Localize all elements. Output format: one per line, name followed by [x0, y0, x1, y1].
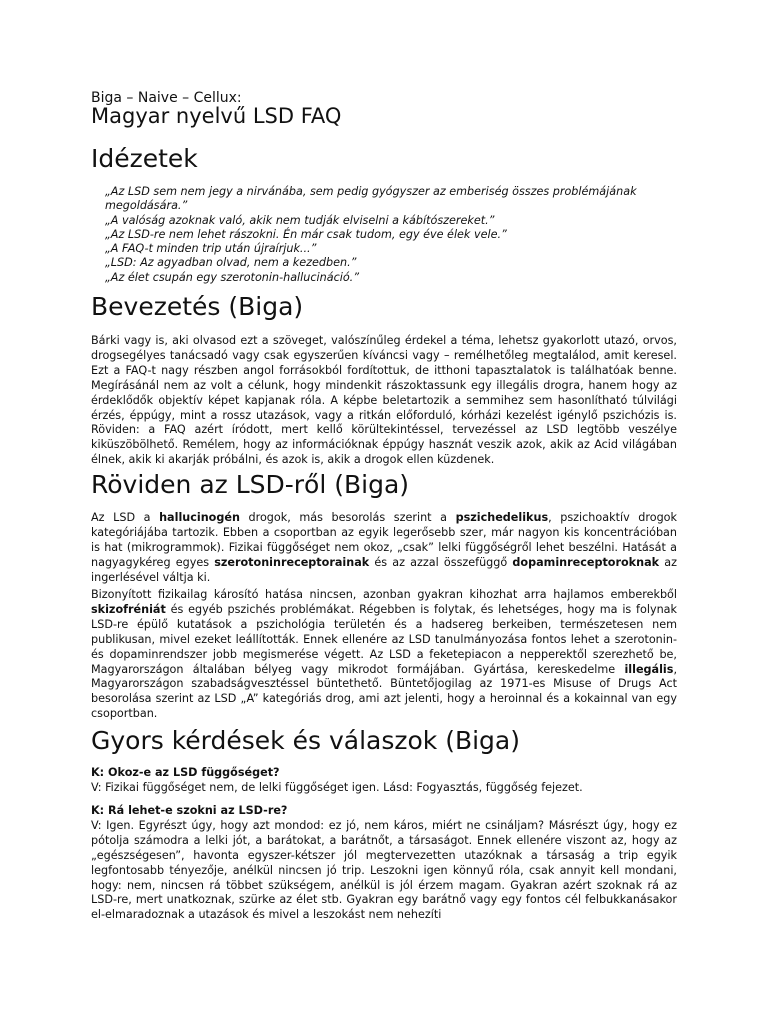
answer-text: V: Igen. Egyrészt úgy, hogy azt mondod: ez jó, nem káros, miért ne csináljam? Másrészt úgy, hogy ez pótolja számodra a lelki jót, a barátokat, a barátnőt, a társaságot. Ennek ellenére viszont az, hogy az „egészségesen”, havonta egyszer-kétszer jól megtervezetten utazóknak a társaság a trip egyik legfontosabb tényezője, anélkül nincsen jó trip. Leszokni igen könnyű róla, csak annyit kell mondani, hogy: nem, nincsen rá többet szükségem, anélkül is jól érzem magam. Gyakran azért szoknak rá az LSD-re, mert unatkoznak, szürke az élet stb. Gyakran egy barátnő vagy egy fontos cél felbukkanásakor el-elmaradoznak a utazások és mivel a leszokást nem nehezíti — [91, 818, 677, 922]
intro-paragraph: Bárki vagy is, aki olvasod ezt a szöveget, valószínűleg érdekel a téma, lehetsz gyakorlott utazó, orvos, drogsegélyes tanácsadó vagy csak egyszerűen kíváncsi vagy – remélhetőleg megtalálod, amit keresel. Ezt a FAQ-t nagy részben angol forrásokból fordítottuk, de itthoni tapasztalatok is találhatóak benne. Megírásánál nem az volt a célunk, hogy mindenkit rászoktassunk egy illegális drogra, hanem hogy az érdeklődők objektív képet kapjanak róla. A képbe beletartozik a semmihez sem hasonlítható túlvilági érzés, éppúgy, mint a rossz utazások, vagy a ritkán előforduló, kórházi kezelést igénylő pszichózis is. Röviden: a FAQ azért íródott, mert kellő körültekintéssel, tervezéssel az LSD legtöbb veszélye kiküszöbölhető. Remélem, hogy az információknak éppúgy hasznát veszik azok, akik az Acid világában élnek, akik ki akarják próbálni, és azok is, akik a drogok ellen küzdenek. — [91, 334, 677, 467]
text-run: Bizonyított fizikailag károsító hatása nincsen, azonban gyakran kihozhat arra hajlamos emberekből — [91, 588, 677, 601]
bold-term: illegális — [624, 662, 674, 676]
short-paragraph-2 — [91, 588, 677, 722]
text-run: Az LSD a — [91, 511, 160, 524]
quote-item: „Az LSD-re nem lehet rászokni. Én már csak tudom, egy éve élek vele.” — [105, 227, 507, 241]
text-run: az ingerlésével váltja ki. — [91, 555, 677, 584]
intro-heading: Bevezetés (Biga) — [91, 292, 304, 321]
question-text: K: Rá lehet-e szokni az LSD-re? — [91, 804, 288, 817]
answer-text: V: Fizikai függőséget nem, de lelki függőséget igen. Lásd: Fogyasztás, függőség fejezet. — [91, 780, 583, 794]
quote-item: „A valóság azoknak való, akik nem tudják elviselni a kábítószereket.” — [105, 213, 495, 227]
question-text: K: Okoz-e az LSD függőséget? — [91, 766, 280, 779]
quote-item: „LSD: Az agyadban olvad, nem a kezedben.” — [105, 256, 357, 270]
quotes-heading: Idézetek — [91, 144, 198, 173]
document-subtitle: Biga – Naive – Cellux: — [91, 90, 242, 106]
bold-term: szerotoninreceptorainak — [214, 555, 370, 569]
quotes-list — [105, 185, 677, 285]
qa-item-2 — [91, 804, 677, 923]
bold-term: hallucinogén — [159, 511, 240, 524]
text-run: , pszichoaktív drogok kategóriájába tartozik. Ebben a csoportban az egyik legerősebb szer, már nagyon kis koncentrációban is hat (mikrogrammok). Fizikai függőséget nem okoz, „csak” lelki függőségről lehet beszélni. Hatását a nagyagykéreg egyes — [91, 511, 678, 569]
bold-term: pszichedelikus — [455, 511, 549, 524]
text-run: drogok, más besorolás szerint a — [239, 511, 456, 524]
bold-term: skizofréniát — [91, 602, 166, 616]
short-paragraph-1 — [91, 511, 677, 586]
quote-item: „Az élet csupán egy szerotonin-hallucináció.” — [105, 270, 360, 284]
qa-heading: Gyors kérdések és válaszok (Biga) — [91, 726, 520, 755]
bold-term: dopaminreceptoroknak — [512, 555, 660, 569]
qa-item-1 — [91, 766, 677, 796]
document-title: Magyar nyelvű LSD FAQ — [91, 104, 342, 128]
text-run: és az azzal összefüggő — [369, 555, 513, 569]
text-run: és egyéb pszichés problémákat. Régebben is folytak, és lehetséges, hogy ma is folynak LSD-re épülő kutatások a pszichológia területén és a hadsereg berkeiben, természetesen nem publikusan, mivel ezeket leállították. Ennek ellenére az LSD tanulmányozása fontos lehet a szerotonin- és dopaminrendszer jobb megismerése végett. Az LSD a feketepiacon a nepperektől szerezhető be, Magyarországon általában bélyeg vagy mikrodot formájában. Gyártása, kereskedelme — [91, 602, 677, 676]
quote-item: „A FAQ-t minden trip után újraírjuk...” — [105, 242, 317, 256]
text-run: , Magyarországon szabadságvesztéssel büntethető. Büntetőjogilag az 1971-es Misuse of Drugs Act besorolása szerint az LSD „A” kategóriás drog, ami azt jelenti, hogy a heroinnal és a kokainnal van egy csoportban. — [91, 662, 677, 721]
short-heading: Röviden az LSD-ről (Biga) — [91, 470, 410, 499]
quote-item: „Az LSD sem nem jegy a nirvánába, sem pedig gyógyszer az emberiség összes problémájának megoldására.” — [105, 185, 637, 213]
